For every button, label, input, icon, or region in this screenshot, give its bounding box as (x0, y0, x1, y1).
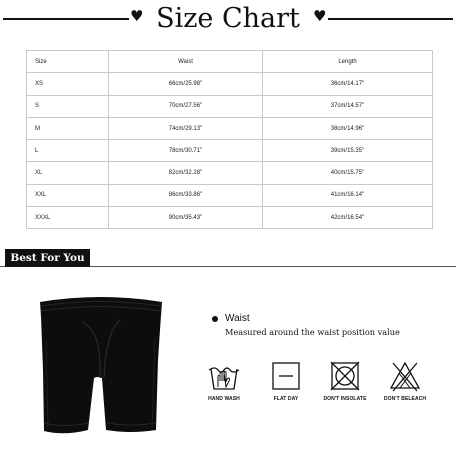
length-cell: 39cm/15.35" (263, 140, 433, 162)
waist-cell: 66cm/25.98" (109, 73, 263, 95)
page-title: Size Chart (156, 3, 300, 34)
care-label: DON'T BELEACH (383, 396, 427, 402)
heart-icon: ♥ (130, 7, 144, 25)
size-cell: M (27, 117, 109, 139)
care-no-sun (312, 360, 378, 402)
waist-cell: 70cm/27.56" (109, 95, 263, 117)
table-row (27, 95, 433, 117)
size-cell: L (27, 140, 109, 162)
size-table (26, 50, 433, 229)
header-divider-right (328, 18, 453, 20)
no-bleach-icon (388, 360, 422, 392)
measurement-title: Waist (225, 313, 250, 324)
banner-label: Best For You (5, 249, 90, 267)
length-cell: 42cm/16.54" (263, 207, 433, 229)
care-no-bleach (372, 360, 438, 402)
size-cell: XL (27, 162, 109, 184)
table-row (27, 117, 433, 139)
no-sun-icon (329, 360, 361, 392)
waist-cell: 82cm/32.28" (109, 162, 263, 184)
size-cell: S (27, 95, 109, 117)
size-cell: XS (27, 73, 109, 95)
size-chart-header (0, 0, 456, 40)
length-cell: 41cm/16.14" (263, 184, 433, 206)
column-header-length: Length (263, 51, 433, 73)
column-header-size: Size (27, 51, 109, 73)
column-header-waist: Waist (109, 51, 263, 73)
care-hand-wash (191, 360, 257, 402)
care-label: HAND WASH (208, 396, 240, 402)
length-cell: 36cm/14.17" (263, 73, 433, 95)
measurement-description: Measured around the waist position value (225, 327, 400, 337)
waist-cell: 74cm/29.13" (109, 117, 263, 139)
table-row (27, 140, 433, 162)
product-image (30, 290, 170, 440)
header-divider-left (3, 18, 129, 20)
care-label: FLAT DAY (273, 396, 299, 402)
waist-cell: 78cm/30.71" (109, 140, 263, 162)
heart-icon: ♥ (313, 7, 327, 25)
size-cell: XXXL (27, 207, 109, 229)
hand-wash-icon (207, 360, 241, 392)
care-label: DON'T INSOLATE (323, 396, 367, 402)
length-cell: 37cm/14.57" (263, 95, 433, 117)
table-row (27, 184, 433, 206)
length-cell: 40cm/15.75" (263, 162, 433, 184)
boxer-shorts-icon (30, 290, 170, 440)
waist-cell: 90cm/35.43" (109, 207, 263, 229)
table-row (27, 207, 433, 229)
best-for-you-banner (0, 246, 456, 268)
bullet-icon (212, 316, 218, 322)
length-cell: 38cm/14.96" (263, 117, 433, 139)
waist-cell: 86cm/33.86" (109, 184, 263, 206)
table-header-row (27, 51, 433, 73)
table-row (27, 162, 433, 184)
flat-dry-icon (270, 360, 302, 392)
size-cell: XXL (27, 184, 109, 206)
table-row (27, 73, 433, 95)
care-flat-dry (253, 360, 319, 402)
